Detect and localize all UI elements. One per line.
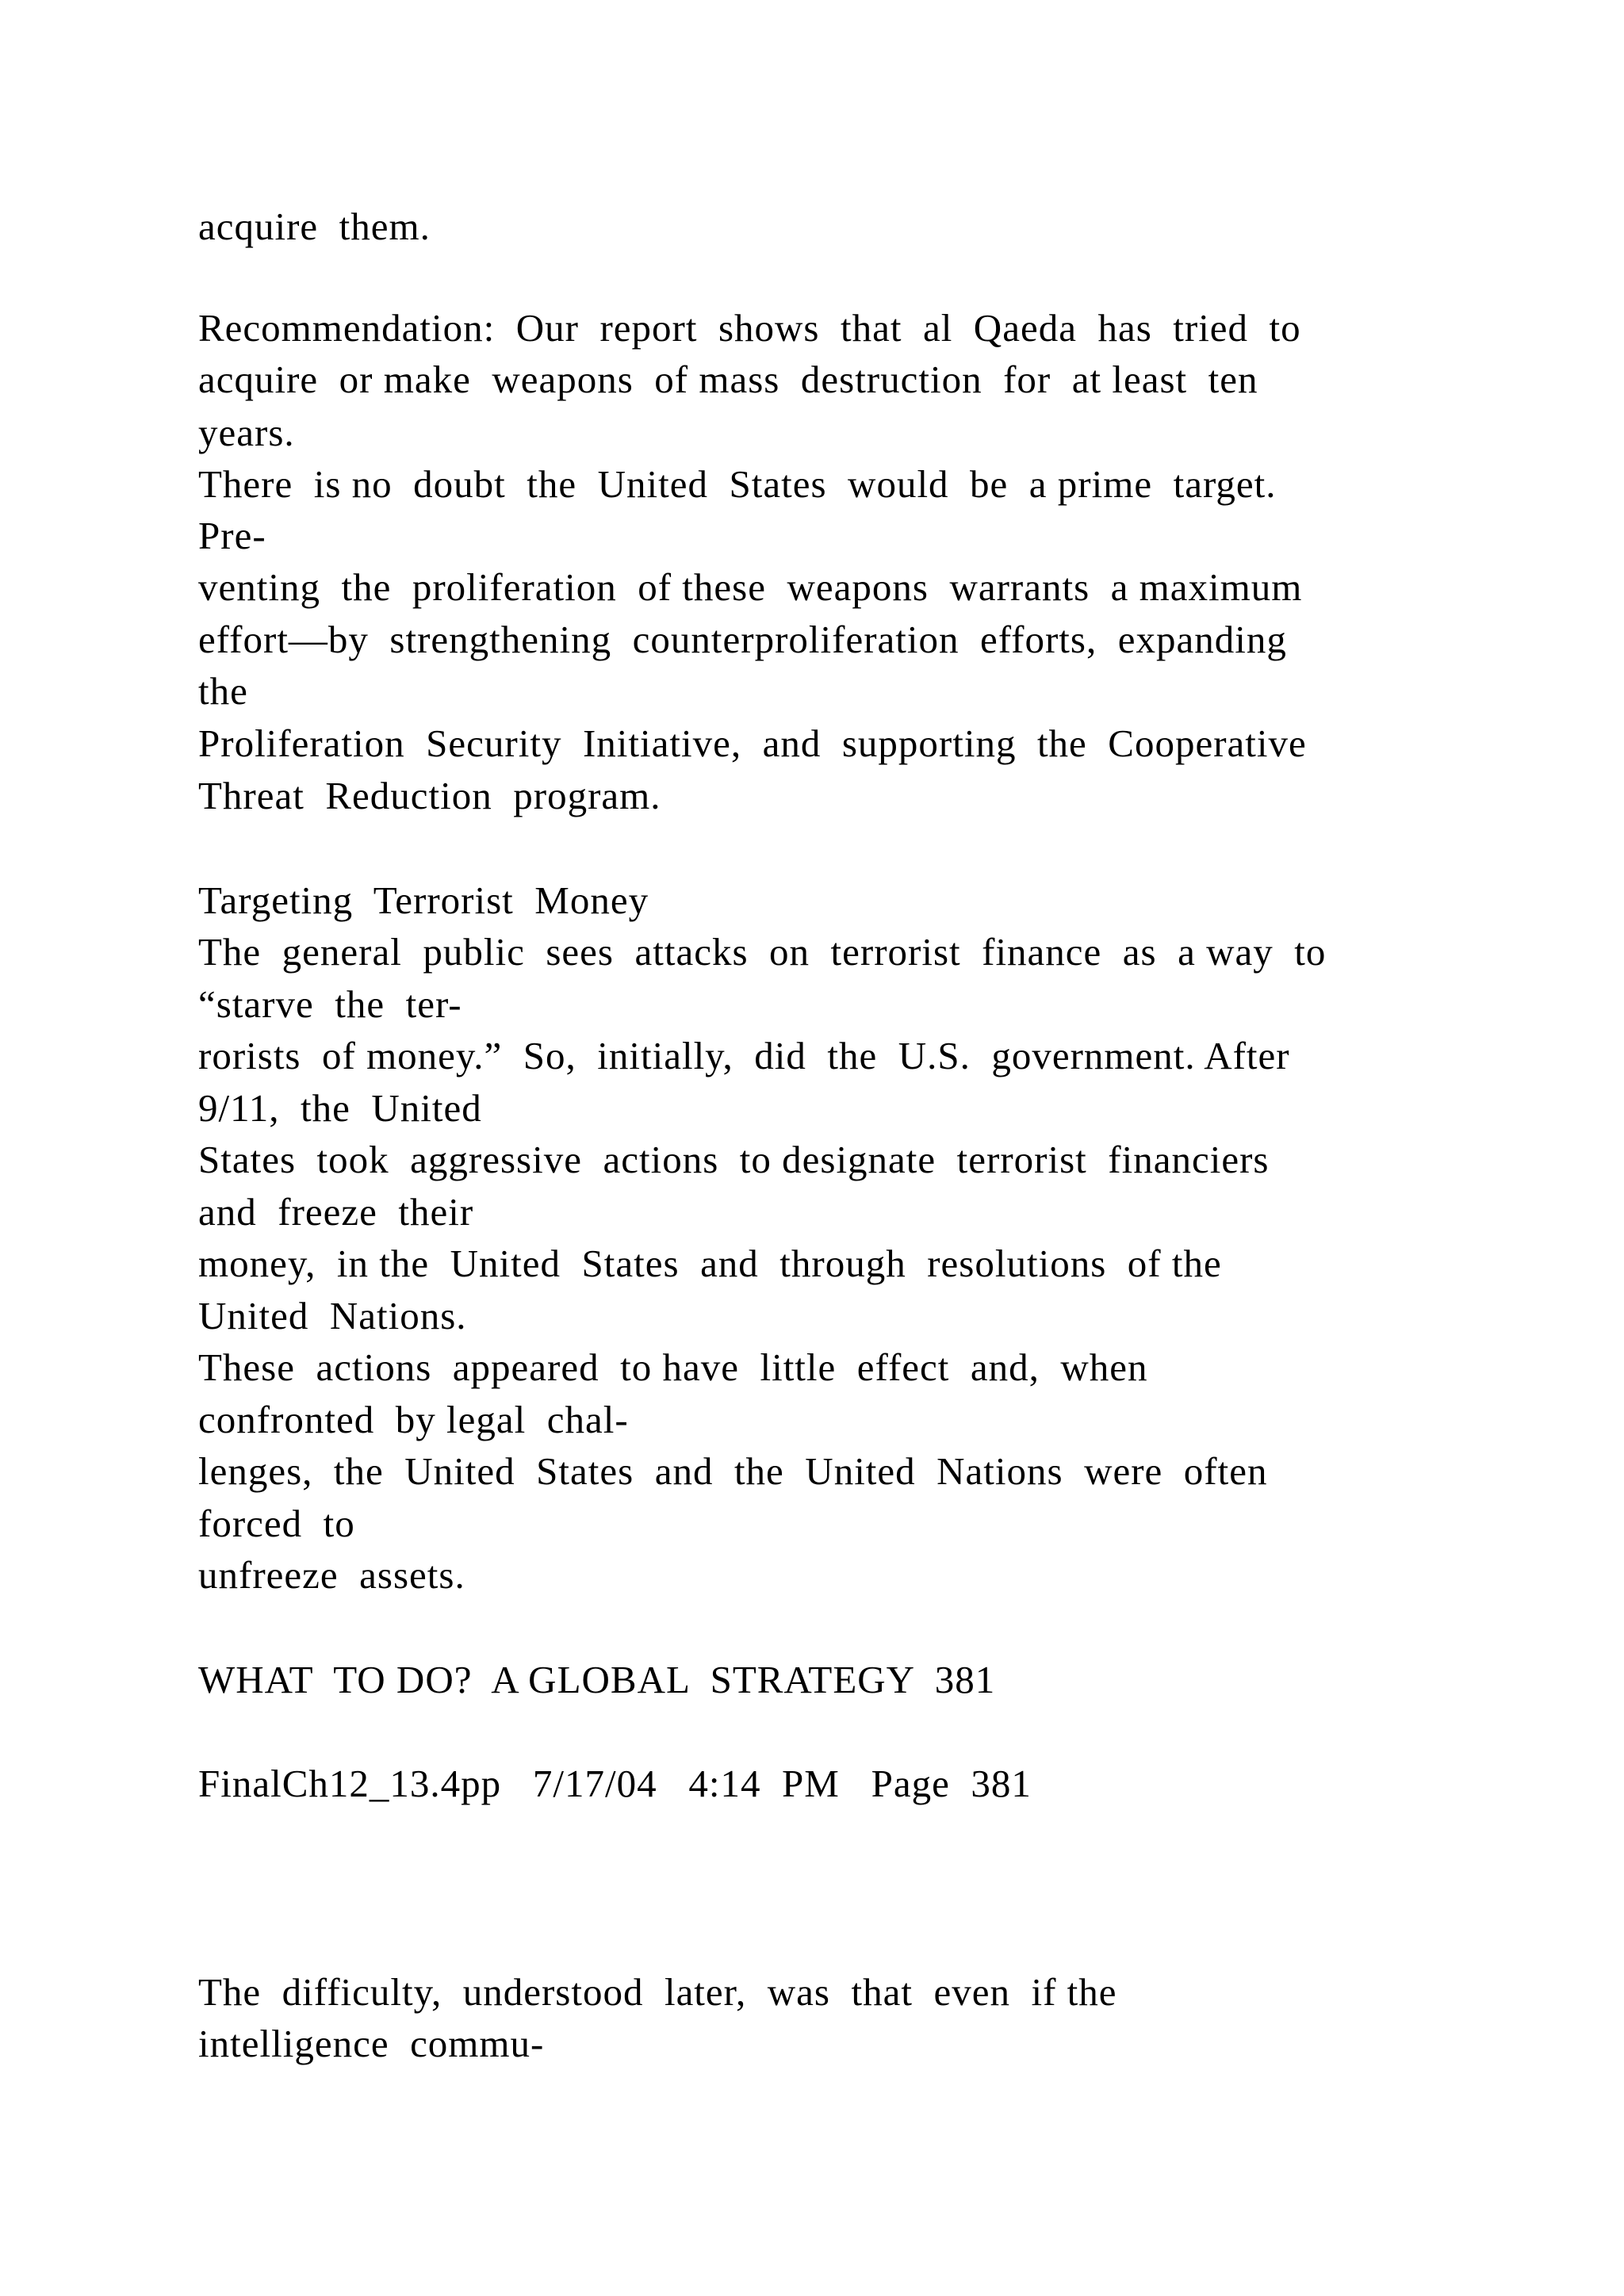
text-line: and freeze their — [198, 1190, 474, 1234]
text-line: rorists of money.” So, initially, did the U.S. government. After — [198, 1034, 1290, 1077]
text-line: money, in the United States and through resolutions of the — [198, 1242, 1222, 1285]
text-line: years. — [198, 411, 295, 454]
text-line: These actions appeared to have little effect and, when — [198, 1345, 1148, 1389]
running-footer: WHAT TO DO? A GLOBAL STRATEGY 381 — [198, 1658, 996, 1701]
text-line: the — [198, 669, 248, 713]
text-line: “starve the ter- — [198, 982, 462, 1026]
text-line: Recommendation: Our report shows that al Qaeda has tried to — [198, 306, 1301, 350]
text-line: The difficulty, understood later, was that even if the — [198, 1970, 1117, 2014]
text-line: 9/11, the United — [198, 1086, 482, 1130]
text-line: acquire or make weapons of mass destruction for at least ten — [198, 358, 1258, 401]
text-line: Threat Reduction program. — [198, 774, 661, 817]
text-line: acquire them. — [198, 205, 431, 248]
section-heading: Targeting Terrorist Money — [198, 878, 649, 922]
text-line: unfreeze assets. — [198, 1553, 465, 1597]
text-line: effort—by strengthening counterproliferation efforts, expanding — [198, 618, 1287, 661]
text-line: The general public sees attacks on terrorist finance as a way to — [198, 930, 1327, 974]
text-line: intelligence commu- — [198, 2022, 545, 2065]
print-slug: FinalCh12_13.4pp 7/17/04 4:14 PM Page 381 — [198, 1762, 1032, 1805]
text-line: Pre- — [198, 514, 266, 557]
text-line: States took aggressive actions to designate terrorist financiers — [198, 1138, 1270, 1181]
text-line: Proliferation Security Initiative, and supporting the Cooperative — [198, 721, 1307, 765]
text-line: United Nations. — [198, 1294, 467, 1337]
text-line: forced to — [198, 1502, 355, 1545]
text-line: lenges, the United States and the United Nations were often — [198, 1449, 1268, 1493]
text-line: There is no doubt the United States would be a prime target. — [198, 462, 1277, 506]
text-line: venting the proliferation of these weapons warrants a maximum — [198, 565, 1303, 609]
text-line: confronted by legal chal- — [198, 1398, 629, 1441]
